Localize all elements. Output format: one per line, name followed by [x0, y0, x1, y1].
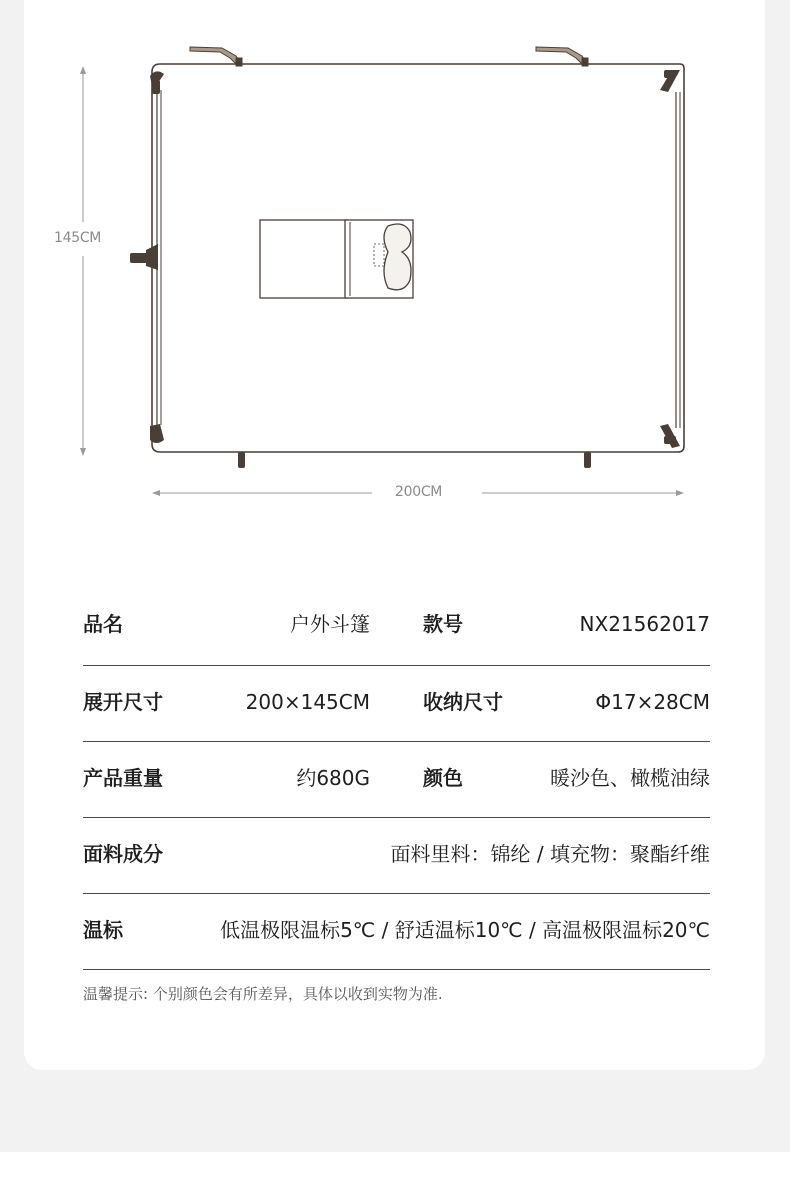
spec-value: 户外斗篷	[290, 612, 370, 636]
corner-clip-top-left	[150, 71, 164, 94]
spec-row-weight	[83, 742, 710, 818]
height-dimension-label: 145CM	[54, 230, 102, 246]
page-bottom-band	[0, 1152, 790, 1182]
cloak-dimension-diagram	[0, 0, 790, 520]
bottom-toggle-left	[238, 452, 245, 468]
spec-value: 约680G	[296, 766, 370, 790]
spec-label: 品名	[83, 612, 123, 636]
spec-value: 面料里料：锦纶 / 填充物：聚酯纤维	[390, 842, 710, 866]
spec-row-size	[83, 666, 710, 742]
spec-value: 低温极限温标5℃ / 舒适温标10℃ / 高温极限温标20℃	[220, 918, 710, 942]
spec-label: 收纳尺寸	[423, 690, 503, 714]
width-dimension-label: 200CM	[395, 484, 443, 500]
spec-value: 200×145CM	[245, 690, 370, 714]
spec-label: 温标	[83, 918, 123, 942]
spec-value: 暖沙色、橄榄油绿	[550, 766, 710, 790]
top-toggle-right	[536, 47, 588, 66]
spec-label: 面料成分	[83, 842, 163, 866]
corner-clip-bottom-right	[660, 424, 680, 448]
cloak-outline	[152, 64, 684, 452]
spec-label: 产品重量	[83, 766, 163, 790]
spec-label: 款号	[423, 612, 463, 636]
bottom-toggle-right	[584, 452, 591, 468]
color-disclaimer-note: 温馨提示: 个别颜色会有所差异，具体以收到实物为准.	[83, 985, 443, 1003]
spec-row-name	[83, 590, 710, 666]
spec-row-temperature	[83, 894, 710, 970]
corner-clip-top-right	[660, 70, 680, 92]
corner-clip-bottom-left	[150, 424, 164, 443]
spec-label: 展开尺寸	[83, 690, 163, 714]
side-clip-left	[130, 244, 158, 270]
spec-value: NX21562017	[579, 612, 710, 636]
height-dimension-line	[80, 66, 86, 456]
top-toggle-left	[190, 47, 242, 66]
spec-table	[83, 590, 710, 970]
spec-row-material	[83, 818, 710, 894]
spec-value: Φ17×28CM	[595, 690, 710, 714]
spec-label: 颜色	[423, 766, 463, 790]
pillow-pocket-detail	[260, 220, 413, 298]
